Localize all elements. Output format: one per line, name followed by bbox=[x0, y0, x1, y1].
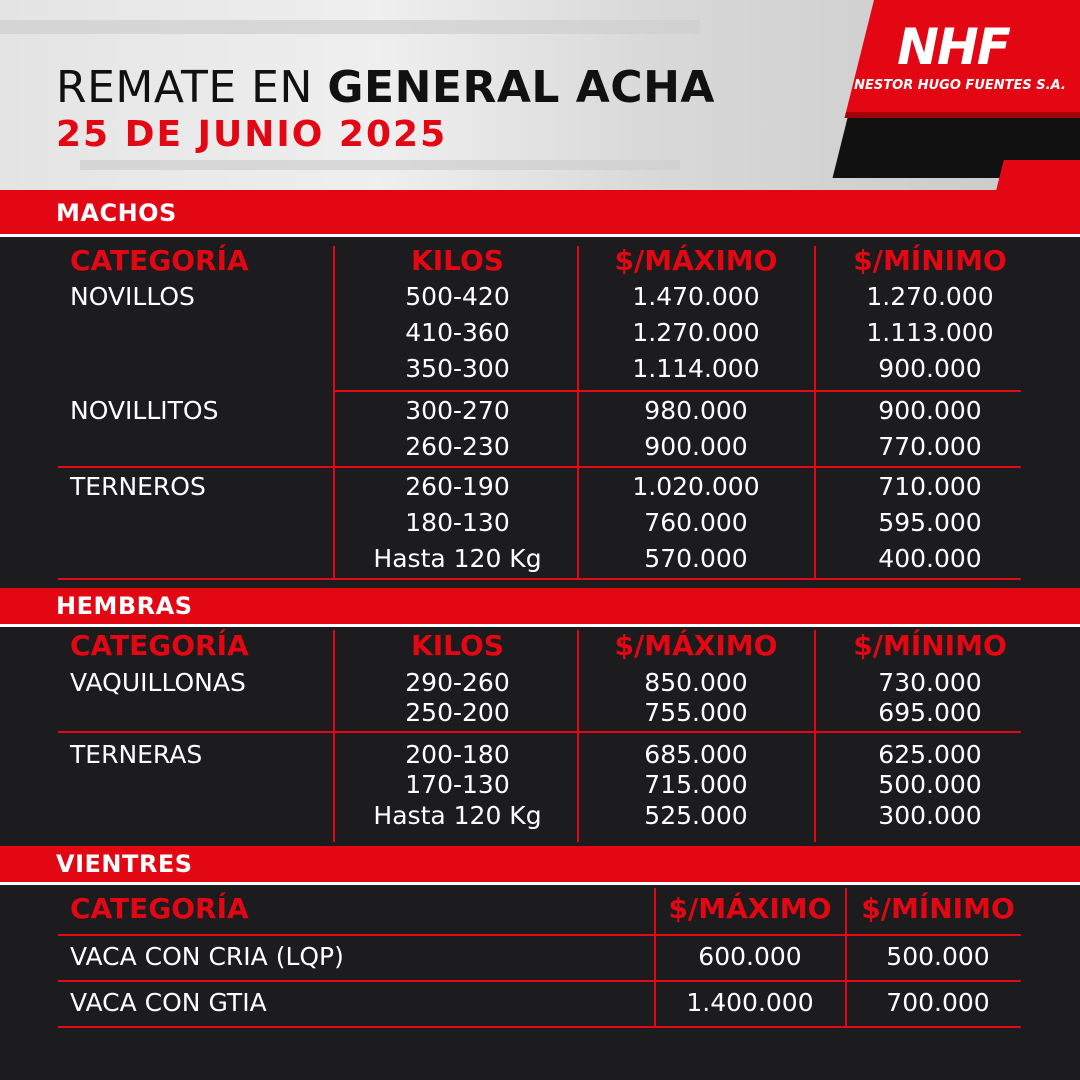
kilos-cell: 350-300 bbox=[405, 354, 510, 383]
column-header-kilos: KILOS bbox=[411, 629, 504, 662]
kilos-cell: 410-360 bbox=[405, 318, 510, 347]
category-label: VAQUILLONAS bbox=[70, 668, 246, 697]
section-label: HEMBRAS bbox=[56, 592, 193, 620]
max-price-cell: 715.000 bbox=[644, 770, 748, 799]
max-price-cell: 755.000 bbox=[644, 698, 748, 727]
column-header-categoria: CATEGORÍA bbox=[70, 892, 249, 925]
title-prefix: REMATE EN bbox=[56, 62, 328, 113]
min-price-cell: 625.000 bbox=[878, 740, 982, 769]
min-price-cell: 500.000 bbox=[886, 942, 990, 971]
row-divider bbox=[58, 934, 1021, 936]
max-price-cell: 1.020.000 bbox=[632, 472, 760, 501]
kilos-cell: 170-130 bbox=[405, 770, 510, 799]
kilos-cell: 180-130 bbox=[405, 508, 510, 537]
section-bar-hembras bbox=[0, 588, 1080, 627]
min-price-cell: 695.000 bbox=[878, 698, 982, 727]
max-price-cell: 1.114.000 bbox=[632, 354, 760, 383]
min-price-cell: 730.000 bbox=[878, 668, 982, 697]
column-header-kilos: KILOS bbox=[411, 244, 504, 277]
column-header-maximo: $/MÁXIMO bbox=[668, 892, 832, 925]
category-label: VACA CON CRIA (LQP) bbox=[70, 942, 344, 971]
kilos-cell: 290-260 bbox=[405, 668, 510, 697]
section-bar-vientres bbox=[0, 846, 1080, 885]
category-label: NOVILLOS bbox=[70, 282, 195, 311]
category-label: TERNERAS bbox=[70, 740, 203, 769]
row-divider bbox=[58, 1026, 1021, 1028]
min-price-cell: 700.000 bbox=[886, 988, 990, 1017]
column-header-minimo: $/MÍNIMO bbox=[853, 244, 1007, 277]
min-price-cell: 710.000 bbox=[878, 472, 982, 501]
min-price-cell: 300.000 bbox=[878, 801, 982, 830]
min-price-cell: 900.000 bbox=[878, 396, 982, 425]
column-header-minimo: $/MÍNIMO bbox=[861, 892, 1015, 925]
kilos-cell: 500-420 bbox=[405, 282, 510, 311]
kilos-cell: Hasta 120 Kg bbox=[373, 801, 542, 830]
min-price-cell: 595.000 bbox=[878, 508, 982, 537]
max-price-cell: 525.000 bbox=[644, 801, 748, 830]
max-price-cell: 850.000 bbox=[644, 668, 748, 697]
max-price-cell: 1.400.000 bbox=[686, 988, 814, 1017]
max-price-cell: 685.000 bbox=[644, 740, 748, 769]
row-divider bbox=[58, 731, 1021, 733]
auction-date: 25 DE JUNIO 2025 bbox=[56, 114, 448, 155]
column-divider bbox=[577, 630, 579, 842]
column-header-categoria: CATEGORÍA bbox=[70, 629, 249, 662]
logo-mark: NHF bbox=[897, 18, 1009, 76]
kilos-cell: 250-200 bbox=[405, 698, 510, 727]
max-price-cell: 900.000 bbox=[644, 432, 748, 461]
title-location: GENERAL ACHA bbox=[327, 62, 715, 113]
category-label: NOVILLITOS bbox=[70, 396, 219, 425]
max-price-cell: 760.000 bbox=[644, 508, 748, 537]
section-label: MACHOS bbox=[56, 199, 177, 227]
category-label: TERNEROS bbox=[70, 472, 206, 501]
kilos-cell: Hasta 120 Kg bbox=[373, 544, 542, 573]
row-divider bbox=[58, 578, 1021, 580]
min-price-cell: 900.000 bbox=[878, 354, 982, 383]
kilos-cell: 200-180 bbox=[405, 740, 510, 769]
column-header-categoria: CATEGORÍA bbox=[70, 244, 249, 277]
section-bar-machos bbox=[0, 190, 1080, 237]
column-divider bbox=[333, 630, 335, 842]
column-header-maximo: $/MÁXIMO bbox=[614, 244, 778, 277]
column-header-maximo: $/MÁXIMO bbox=[614, 629, 778, 662]
row-divider bbox=[58, 980, 1021, 982]
min-price-cell: 1.113.000 bbox=[866, 318, 994, 347]
header-decoration bbox=[996, 160, 1080, 190]
column-divider bbox=[333, 246, 335, 580]
section-label: VIENTRES bbox=[56, 850, 193, 878]
page-title bbox=[56, 62, 715, 113]
row-divider bbox=[333, 390, 1021, 392]
max-price-cell: 1.470.000 bbox=[632, 282, 760, 311]
max-price-cell: 1.270.000 bbox=[632, 318, 760, 347]
max-price-cell: 570.000 bbox=[644, 544, 748, 573]
column-header-minimo: $/MÍNIMO bbox=[853, 629, 1007, 662]
max-price-cell: 980.000 bbox=[644, 396, 748, 425]
min-price-cell: 1.270.000 bbox=[866, 282, 994, 311]
category-label: VACA CON GTIA bbox=[70, 988, 267, 1017]
row-divider bbox=[58, 466, 1021, 468]
kilos-cell: 260-230 bbox=[405, 432, 510, 461]
min-price-cell: 400.000 bbox=[878, 544, 982, 573]
column-divider bbox=[577, 246, 579, 580]
logo-company-name: NESTOR HUGO FUENTES S.A. bbox=[854, 78, 1066, 93]
kilos-cell: 300-270 bbox=[405, 396, 510, 425]
min-price-cell: 500.000 bbox=[878, 770, 982, 799]
max-price-cell: 600.000 bbox=[698, 942, 802, 971]
kilos-cell: 260-190 bbox=[405, 472, 510, 501]
min-price-cell: 770.000 bbox=[878, 432, 982, 461]
